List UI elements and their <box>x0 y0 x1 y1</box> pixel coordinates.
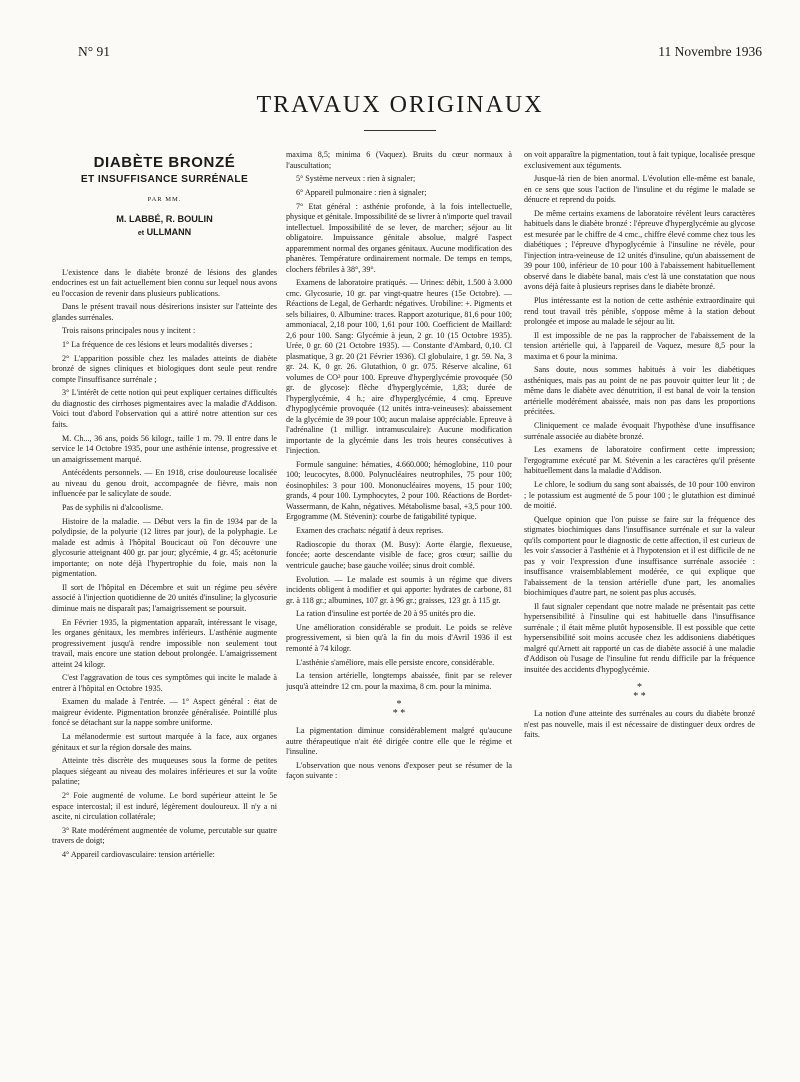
paragraph: Plus intéressante est la notion de cette asthénie extraordinaire qui rend tout travail très pénible, s'oppose même à la station debout prolongée et impose au malade le séjour au lit. <box>524 296 755 327</box>
paragraph: 2° Foie augmenté de volume. Le bord supérieur atteint le 5e espace intercostal; il est induré, légèrement douloureux. Il n'y a ni ascite, ni circulation collatérale; <box>52 791 277 821</box>
issue-date: 11 Novembre 1936 <box>658 44 762 59</box>
paragraph: C'est l'aggravation de tous ces symptômes qui incite le malade à entrer à l'hôpital en Octobre 1935. <box>52 673 277 693</box>
paragraph: La mélanodermie est surtout marquée à la face, aux organes génitaux et sur la région dorsale des mains. <box>52 732 277 752</box>
page-header <box>78 44 762 64</box>
paragraph: Il faut signaler cependant que notre malade ne présentait pas cette hypersensibilité à l'insuline qui est habituelle dans l'insuffisance surrénale ; il était même plutôt hyposensible. Il est possible que cette hypersensibilité soit moins accusée chez les addisoniens diabétiques malgré qu'Arnett ait rapporté un cas de diabète associé à une maladie d'Addison où l'usage de l'insuline fut rendu difficile par la fréquence insuitée des accidents d'hypoglycémie. <box>524 601 755 674</box>
paragraph: Histoire de la maladie. — Début vers la fin de 1934 par de la polydipsie, de la polyurie (12 litres par jour), de la polyphagie. Le malade est admis à l'hôpital Boucicaut où l'on découvre une glycosurie atteignant 400 gr. par jour; glycémie, 4 gr. 45; acétonurie importante; on note déjà l'hypertrophie du foie, mais non la pigmentation. <box>52 516 277 579</box>
paragraph: Il sort de l'hôpital en Décembre et suit un régime peu sévère associé à l'injection quotidienne de 20 unités d'insuline; la glycosurie diminue mais ne disparaît pas; l'amaigrissement se poursuit. <box>52 582 277 613</box>
paragraph: Examen du malade à l'entrée. — 1° Aspect général : état de maigreur évidente. Pigmentation bronzée généralisée. Pointillé plus foncé se détachant sur la nappe sombre uniforme. <box>52 697 277 728</box>
author-ullmann: ULLMANN <box>146 227 192 237</box>
paragraph: Pas de syphilis ni d'alcoolisme. <box>62 503 164 512</box>
section-title: TRAVAUX ORIGINAUX <box>256 92 544 118</box>
article-authors: M. LABBÉ, R. BOULIN <box>116 213 213 224</box>
paragraph: L'observation que nous venons d'exposer peut se résumer de la façon suivante : <box>286 760 512 781</box>
paragraph: L'existence dans le diabète bronzé de lésions des glandes endocrines est un fait actuellement bien connu sur lequel nous avons eu l'occasion de revenir dans plusieurs publications. <box>52 267 277 298</box>
paragraph: 5° Système nerveux : rien à signaler; <box>296 174 416 184</box>
paragraph: Formule sanguine: hématies, 4.660.000; hémoglobine, 110 pour 100; leucocytes, 8.000. Polynucléaires neutrophiles, 75 pour 100; éosinophiles: 3 pour 100. Mononucléaires moyens, 15 pour 100; grands, 4 pour 100. Lymphocytes, 2 pour 100. Réactions de Bordet-Wassermann, de Kahn, négatives. Métabolisme basal, +3,5 pour 100. Ergogramme (M. Stévenin): courbe de fatigabilité typique. <box>286 459 512 522</box>
paragraph: 2° L'apparition possible chez les malades atteints de diabète bronzé de signes cliniques et biologiques dont seule peut rendre compte l'insuffisance surrénale ; <box>52 353 277 384</box>
paragraph: L'asthénie s'améliore, mais elle persiste encore, considérable. <box>296 657 495 667</box>
paragraph: La notion d'une atteinte des surrénales au cours du diabète bronzé n'est pas nouvelle, mais il est nécessaire de distinguer deux ordres de faits. <box>524 709 755 740</box>
column-1 <box>52 150 277 1050</box>
section-separator-stars: * * * <box>392 699 406 720</box>
issue-number: N° 91 <box>78 44 111 59</box>
paragraph: Evolution. — Le malade est soumis à un régime que divers incidents obligent à modifier et qui apporte: hydrates de carbone, 81 gr. à 118 gr.; albumines, 107 gr. à 96 gr.; graisses, 123 gr. à 115 gr. <box>286 574 512 605</box>
byline-par: PAR MM. <box>147 196 182 203</box>
paragraph: Les examens de laboratoire confirment cette impression; l'ergogramme exécuté par M. Stévenin a les caractères qu'il présente habituellement dans la maladie d'Addison. <box>524 445 755 476</box>
byline-et: et <box>137 230 145 237</box>
paragraph: maxima 8,5; minima 6 (Vaquez). Bruits du cœur normaux à l'auscultation; <box>286 150 512 170</box>
paragraph: Jusque-là rien de bien anormal. L'évolution elle-même est banale, en ce sens que sous l'action de l'insuline et du régime le malade se dénucre et reprend du poids. <box>524 174 755 205</box>
section-separator-stars: * * * <box>633 682 646 703</box>
paragraph: La ration d'insuline est portée de 20 à 95 unités pro die. <box>296 609 476 619</box>
article-title: DIABÈTE BRONZÉ <box>93 154 236 171</box>
title-rule <box>364 130 436 131</box>
paragraph: Antécédents personnels. — En 1918, crise douloureuse localisée au niveau du genou droit, accompagnée de fièvre, mais non influencée par le salicylate de soude. <box>52 468 277 499</box>
paragraph: 1° La fréquence de ces lésions et leurs modalités diverses ; <box>62 340 253 350</box>
paragraph: Trois raisons principales nous y incitent : <box>62 326 196 336</box>
paragraph: 7° Etat général : asthénie profonde, à la fois intellectuelle, physique et génitale. Impossibilité de se livrer à n'importe quel travail intellectuel. Impossibilité de se lever, de marcher; séjour au lit obligatoire. Impuissance génitale absolue, malgré l'aspect apparemment normal des organes génitaux. Aucune modification des phanères. Température ordinairement normale. De temps en temps, clochers fébriles à 38°, 39°. <box>286 201 512 274</box>
column-2 <box>286 150 512 1050</box>
paragraph: 4° Appareil cardiovasculaire: tension artérielle: <box>62 849 215 859</box>
paragraph: Une amélioration considérable se produit. Le poids se relève progressivement, si bien qu'à la fin du mois d'Avril 1936 il est remonté à 74 kilogr. <box>286 622 512 653</box>
paragraph: Cliniquement ce malade évoquait l'hypothèse d'une insuffisance surrénale associée au diabète bronzé. <box>524 421 755 441</box>
paragraph: 6° Appareil pulmonaire : rien à signaler; <box>296 187 427 197</box>
paragraph: Atteinte très discrète des muqueuses sous la forme de petites plaques siégeant au niveau des molaires inférieures et sur la voûte palatine; <box>52 756 277 787</box>
paragraph: Dans le présent travail nous désirerions insister sur l'atteinte des glandes surrénales. <box>52 302 277 322</box>
paragraph: 3° L'intérêt de cette notion qui peut expliquer certaines difficultés du diagnostic des cirrhoses pigmentaires avec la maladie d'Addison. Voici tout d'abord l'observation qui a attiré notre attention sur ces faits. <box>52 388 277 429</box>
paragraph: De même certains examens de laboratoire révèlent leurs caractères habituels dans le diabète bronzé : l'épreuve d'hyperglycémie au glycose est mesurée par le chiffre de 4 cmc., chiffre élevé comme chez tous les diabétiques ; l'épreuve d'hypoglycémie à l'insuline ne révèle, pour l'injection intra-veineuse de 12 unités d'insuline, qu'un abaissement de 39 pour 100, inférieur de 10 pour 100 à l'abaissement habituellement observé dans le diabète banal, mais c'est là une constatation que nous avons déjà faite à plusieurs reprises dans le diabète bronzé. <box>524 208 755 292</box>
paragraph: La tension artérielle, longtemps abaissée, finit par se relever jusqu'à atteindre 12 cm. pour la maxima, 8 cm. pour la minima. <box>286 671 512 691</box>
paragraph: Sans doute, nous sommes habitués à voir les diabétiques asthéniques, mais pas au point de ne pas pouvoir quitter leur lit ; de même dans le diabète avec dénutrition, il est banal de voir la tension artérielle modérément abaissée, mais non pas dans les proportions précitées. <box>524 365 755 417</box>
paragraph: La pigmentation diminue considérablement malgré qu'aucune autre thérapeutique n'ait été dirigée contre elle que le régime et l'insuline. <box>286 726 512 757</box>
paragraph: Le chlore, le sodium du sang sont abaissés, de 10 pour 100 environ ; le potassium est augmenté de 5 pour 100 ; le glutathion est diminué de moitié. <box>524 480 755 510</box>
paragraph: Examen des crachats: négatif à deux reprises. <box>296 526 444 536</box>
paragraph: M. Ch..., 36 ans, poids 56 kilogr., taille 1 m. 79. Il entre dans le service le 14 Octobre 1935, pour une asthénie intense, progressive et un amaigrissement marqué. <box>52 433 277 464</box>
paragraph: Quelque opinion que l'on puisse se faire sur la fréquence des stigmates biochimiques dans l'insuffisance surrénale et sur la valeur qu'ils comportent pour le diagnostic de cette affection, il est curieux de les voir s'associer à l'asthénie et à l'hypotension et il est difficile de ne pas y voir l'expression d'une insuffisance surrénale associée : insuffisance vraisemblablement modérée, ce qui explique que l'abaissement de la tension artérielle d'une part, les anomalies biochimiques d'autre part, ne soient pas plus accusés. <box>524 514 755 598</box>
column-3 <box>524 150 755 1030</box>
article-subtitle: ET INSUFFISANCE SURRÉNALE <box>80 173 249 185</box>
paragraph: 3° Rate modérément augmentée de volume, percutable sur quatre travers de doigt; <box>52 825 277 846</box>
paragraph: on voit apparaître la pigmentation, tout à fait typique, localisée presque exclusivement aux téguments. <box>524 150 755 170</box>
paragraph: En Février 1935, la pigmentation apparaît, intéressant le visage, les organes génitaux, les membres inférieurs. L'asthénie augmente progressivement jusqu'à rendre impossible non seulement tout travail, mais encore une station debout prolongée. L'amaigrissement atteint 24 kilogr. <box>52 617 277 669</box>
article-authors-2 <box>52 227 277 240</box>
paragraph: Examens de laboratoire pratiqués. — Urines: débit, 1.500 à 3.000 cmc. Glycosurie, 10 gr. par vingt-quatre heures (15e Octobre). — Réactions de Legal, de Gerhardt: négatives. Urobiline: +. Pigments et sels biliaires, 0. Albumine: traces. Rapport azoturique, 81,6 pour 100; ammoniacal, 2,18 pour 100, 1,61 pour 100. Coefficient de Maillard: 2,6 pour 100. Sang: Glycémie à jeun, 2 gr. 10 (15 Octobre 1935). Urée, 0 gr. 60 (21 Octobre 1935). — Constante d'Ambard, 0,10. Cl plasmatique, 3 gr. 20 (21 Février 1936). Cl globulaire, 1 gr. 59. Na, 3 gr. 24. K, 0 gr. 26. Glutathion, 0 gr. 075. Réserve alcaline, 61 volumes de CO² pour 100. Epreuve d'hyperglycémie provoquée (50 gr. de glycose): flèche d'hyperglycémie, 1,83; durée de l'hyperglycémie, 4 h.; aire d'hyperglycémie, 4 cmq. Epreuve d'hypoglycémie provoquée (12 unités intra-veineuses): abaissement de la glycémie de 39 pour 100; aucun malaise appréciable. Epreuve à l'adrénaline (1 milligr. intramusculaire): Aucune modification importante de la glycémie dans les trois heures consécutives à l'injection. <box>286 278 512 456</box>
paragraph: Il est impossible de ne pas la rapprocher de l'abaissement de la tension artérielle qui, à l'appareil de Vaquez, mesure 8,5 pour la maxima et 6 pour la minima. <box>524 330 755 361</box>
paragraph: Radioscopie du thorax (M. Busy): Aorte élargie, flexueuse, foncée; aorte descendante visible de face; gros cœur; saillie du ventricule gauche; base gauche voilée; sinus droit comblé. <box>286 539 512 570</box>
